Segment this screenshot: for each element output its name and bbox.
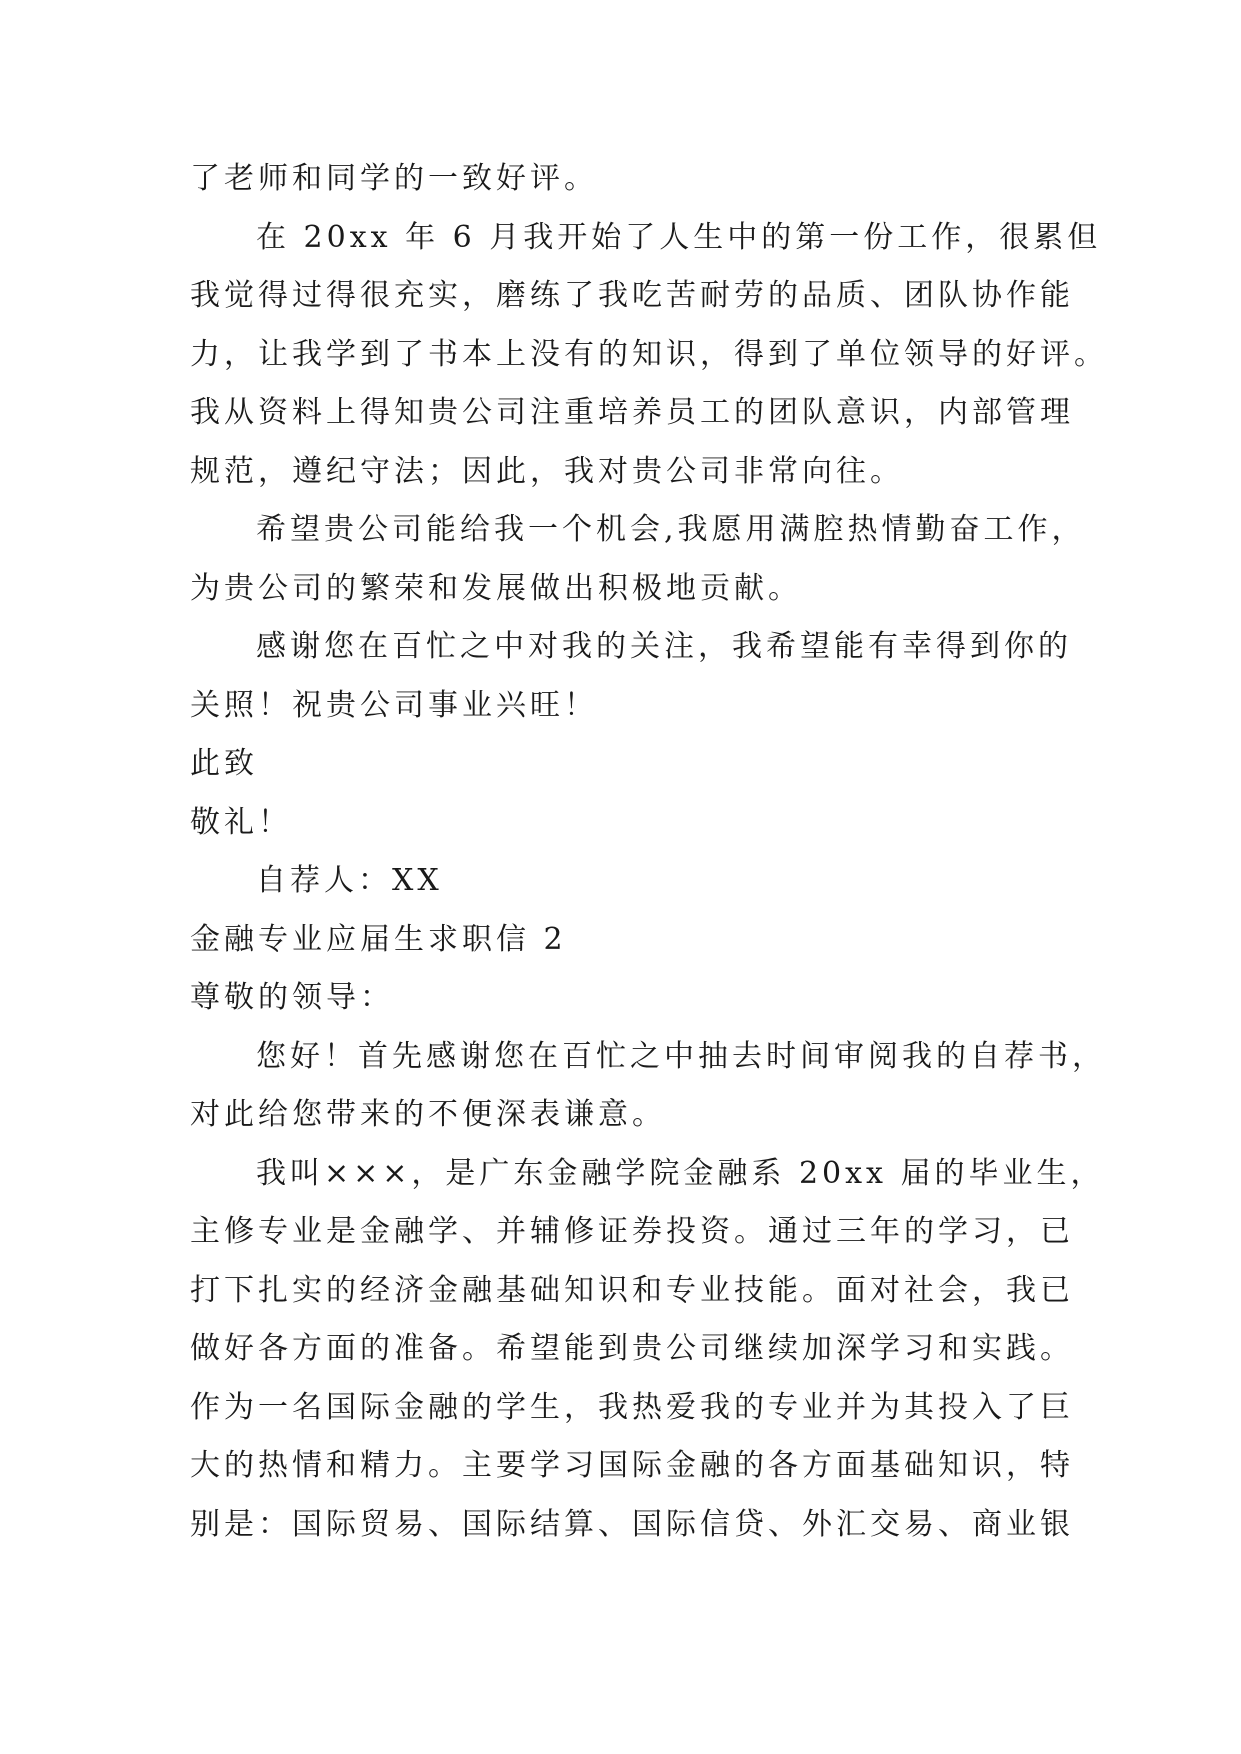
text-line: 规范，遵纪守法；因此，我对贵公司非常向往。 bbox=[190, 453, 904, 489]
signature-line: 自荐人：XX bbox=[256, 863, 443, 898]
text-line: 感谢您在百忙之中对我的关注，我希望能有幸得到你的 bbox=[256, 629, 1072, 664]
section-title: 金融专业应届生求职信 2 bbox=[190, 921, 567, 957]
text-line: 了老师和同学的一致好评。 bbox=[190, 161, 598, 196]
text-line: 主修专业是金融学、并辅修证券投资。通过三年的学习，已 bbox=[190, 1214, 1074, 1249]
text-line: 我觉得过得很充实，磨练了我吃苦耐劳的品质、团队协作能 bbox=[190, 278, 1074, 313]
text-line: 我叫×××，是广东金融学院金融系 20xx 届的毕业生， bbox=[256, 1155, 1105, 1191]
text-line: 希望贵公司能给我一个机会,我愿用满腔热情勤奋工作， bbox=[256, 512, 1086, 547]
text-line: 别是：国际贸易、国际结算、国际信贷、外汇交易、商业银 bbox=[190, 1506, 1074, 1542]
greeting: 尊敬的领导： bbox=[190, 980, 394, 1015]
text-line: 关照！祝贵公司事业兴旺！ bbox=[190, 687, 598, 723]
text-line: 大的热情和精力。主要学习国际金融的各方面基础知识，特 bbox=[190, 1448, 1074, 1483]
closing-salutation: 此致 bbox=[190, 746, 258, 781]
text-line: 在 20xx 年 6 月我开始了人生中的第一份工作，很累但 bbox=[256, 219, 1102, 255]
document-page bbox=[190, 150, 1108, 1554]
text-line: 力，让我学到了书本上没有的知识，得到了单位领导的好评。 bbox=[190, 336, 1108, 372]
text-line: 作为一名国际金融的学生，我热爱我的专业并为其投入了巨 bbox=[190, 1389, 1074, 1425]
text-line: 做好各方面的准备。希望能到贵公司继续加深学习和实践。 bbox=[190, 1331, 1074, 1366]
text-line: 您好！首先感谢您在百忙之中抽去时间审阅我的自荐书， bbox=[256, 1038, 1106, 1074]
text-line: 打下扎实的经济金融基础知识和专业技能。面对社会，我已 bbox=[190, 1272, 1074, 1308]
text-line: 我从资料上得知贵公司注重培养员工的团队意识，内部管理 bbox=[190, 395, 1074, 430]
text-line: 为贵公司的繁荣和发展做出积极地贡献。 bbox=[190, 570, 802, 606]
text-line: 对此给您带来的不便深表谦意。 bbox=[190, 1097, 666, 1132]
closing-regards: 敬礼！ bbox=[190, 804, 292, 840]
